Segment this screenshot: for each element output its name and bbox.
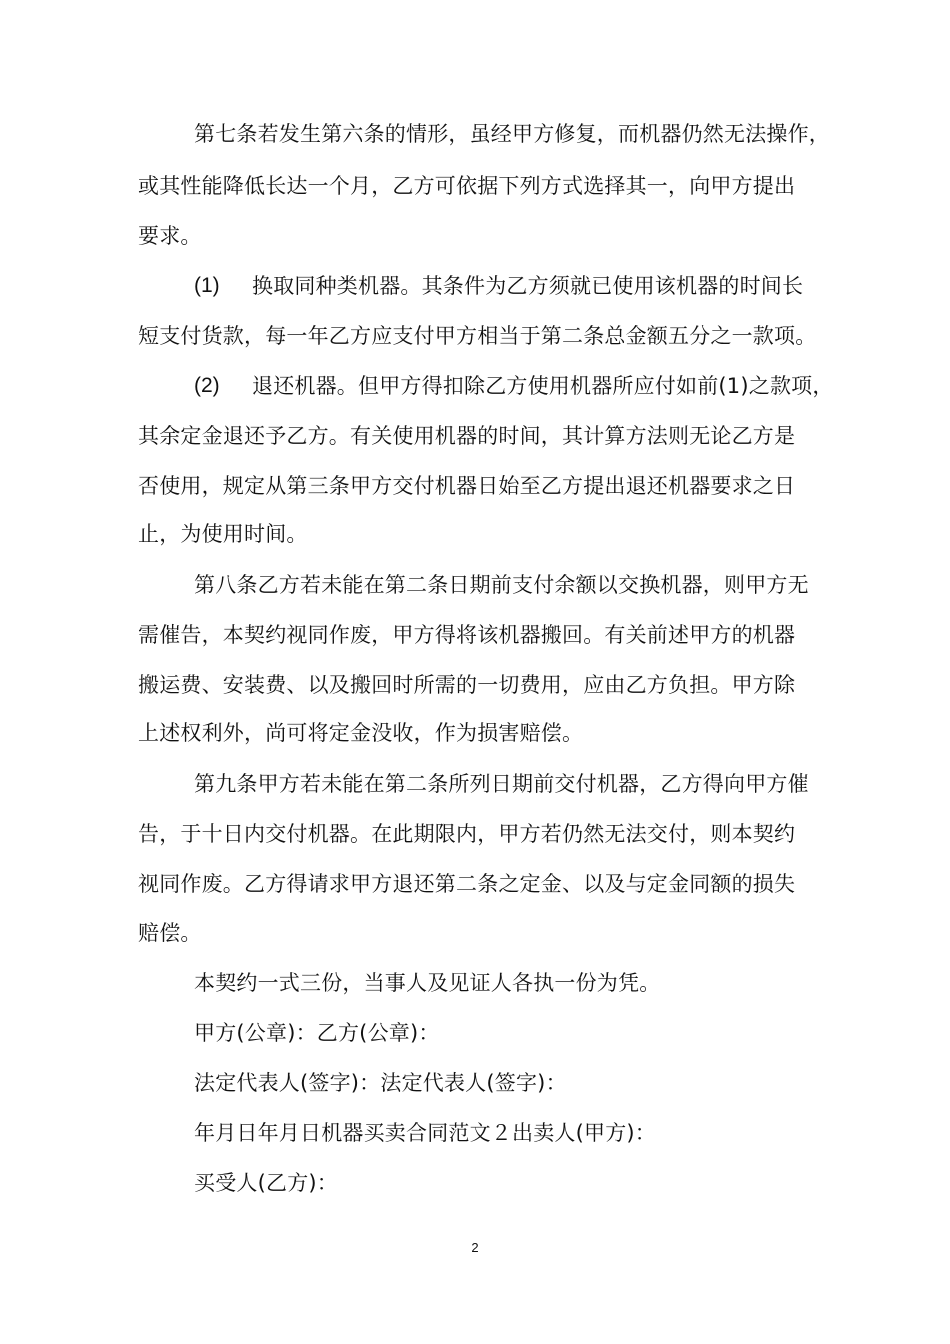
article-8-line-2: 需催告，本契约视同作废，甲方得将该机器搬回。有关前述甲方的机器 [138,623,796,647]
article-8-line-3: 搬运费、安装费、以及搬回时所需的一切费用，应由乙方负担。甲方除 [138,673,796,697]
article-8-line-4: 上述权利外，尚可将定金没收，作为损害赔偿。 [138,721,584,745]
article-7-line-3: 要求。 [138,224,202,248]
item-1-line-1: 换取同种类机器。其条件为乙方须就已使用该机器的时间长 [252,274,804,298]
item-2-line-4: 止，为使用时间。 [138,522,308,546]
item-2-line-2: 其余定金退还予乙方。有关使用机器的时间，其计算方法则无论乙方是 [138,424,796,448]
dates-line: 年月日年月日机器买卖合同范文２出卖人(甲方)： [194,1121,656,1145]
item-2-number: (2) [194,374,220,397]
buyer-line: 买受人(乙方)： [194,1171,338,1195]
item-1-line-2: 短支付货款，每一年乙方应支付甲方相当于第二条总金额五分之一款项。 [138,324,817,348]
item-2-line-3: 否使用，规定从第三条甲方交付机器日始至乙方提出退还机器要求之日 [138,474,796,498]
copies-statement: 本契约一式三份，当事人及见证人各执一份为凭。 [194,971,661,995]
page-number: 2 [471,1240,479,1255]
article-7-line-2: 或其性能降低长达一个月，乙方可依据下列方式选择其一，向甲方提出 [138,174,796,198]
article-9-line-2: 告，于十日内交付机器。在此期限内，甲方若仍然无法交付，则本契约 [138,822,796,846]
article-7-line-1: 第七条若发生第六条的情形，虽经甲方修复，而机器仍然无法操作， [194,122,830,146]
article-9-line-3: 视同作废。乙方得请求甲方退还第二条之定金、以及与定金同额的损失 [138,872,796,896]
article-9-line-1: 第九条甲方若未能在第二条所列日期前交付机器，乙方得向甲方催 [194,772,809,796]
seals-line: 甲方(公章)：乙方(公章)： [194,1021,440,1045]
item-2-line-1: 退还机器。但甲方得扣除乙方使用机器所应付如前(1)之款项， [252,374,834,398]
representatives-line: 法定代表人(签字)：法定代表人(签字)： [194,1071,567,1095]
article-9-line-4: 赔偿。 [138,921,202,945]
article-8-line-1: 第八条乙方若未能在第二条日期前支付余额以交换机器，则甲方无 [194,573,809,597]
item-1-number: (1) [194,274,220,297]
